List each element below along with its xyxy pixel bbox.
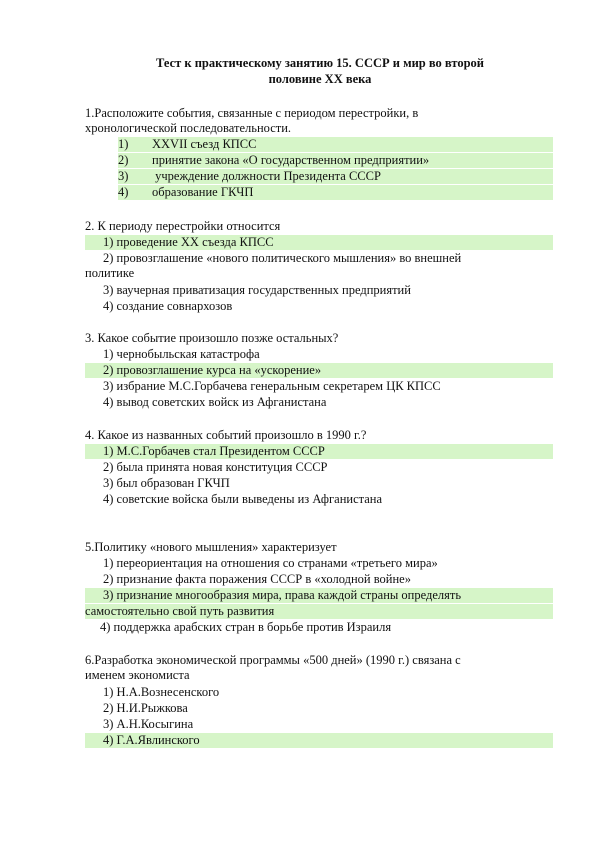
- q2-option-2: 2) провозглашение «нового политического мышления» во внешней: [103, 251, 462, 265]
- q1-option-3-text: учреждение должности Президента СССР: [152, 169, 381, 183]
- q1-text-line-1: 1.Расположите события, связанные с периодом перестройки, в: [85, 106, 419, 120]
- q6-option-4: 4) Г.А.Явлинского: [85, 733, 553, 748]
- q3-option-3: 3) избрание М.С.Горбачева генеральным секретарем ЦК КПСС: [103, 379, 441, 393]
- q5-option-1: 1) переориентация на отношения со странами «третьего мира»: [103, 556, 438, 570]
- q4-text: 4. Какое из названных событий произошло в 1990 г.?: [85, 428, 367, 442]
- q1-option-2: [118, 153, 553, 168]
- q1-option-2-text: принятие закона «О государственном предприятии»: [152, 153, 430, 167]
- q1-option-1-num: 1): [118, 137, 129, 151]
- q2-option-3: 3) ваучерная приватизация государственных предприятий: [103, 283, 411, 297]
- q6-option-2: 2) Н.И.Рыжкова: [103, 701, 188, 715]
- q4-option-2: 2) была принята новая конституция СССР: [103, 460, 328, 474]
- q4-option-3: 3) был образован ГКЧП: [103, 476, 230, 490]
- q2-option-1: 1) проведение XX съезда КПСС: [85, 235, 553, 250]
- page-title: [85, 55, 555, 87]
- q4-option-1: 1) М.С.Горбачев стал Президентом СССР: [85, 444, 553, 459]
- title-line-1: Тест к практическому занятию 15. СССР и мир во второй: [156, 56, 484, 70]
- q4-option-4: 4) советские войска были выведены из Афганистана: [103, 492, 383, 506]
- q3-option-1: 1) чернобыльская катастрофа: [103, 347, 260, 361]
- q5-text: 5.Политику «нового мышления» характеризует: [85, 540, 337, 554]
- q1-option-1: [118, 137, 553, 152]
- title-line-2: половине XX века: [268, 72, 372, 86]
- q1-option-4: [118, 185, 553, 200]
- q3-option-2: 2) провозглашение курса на «ускорение»: [85, 363, 553, 378]
- q1-option-4-num: 4): [118, 185, 129, 199]
- q2-option-2-cont: политике: [85, 266, 135, 280]
- q5-option-3: 3) признание многообразия мира, права каждой страны определять: [85, 588, 553, 603]
- q6-option-3: 3) А.Н.Косыгина: [103, 717, 194, 731]
- q1-option-3: [118, 169, 553, 184]
- q2-option-4: 4) создание совнархозов: [103, 299, 233, 313]
- q5-option-4: 4) поддержка арабских стран в борьбе против Израиля: [100, 620, 392, 634]
- q1-option-4-text: образование ГКЧП: [152, 185, 254, 199]
- q3-text: 3. Какое событие произошло позже остальных?: [85, 331, 339, 345]
- q5-option-2: 2) признание факта поражения СССР в «холодной войне»: [103, 572, 411, 586]
- q3-option-4: 4) вывод советских войск из Афганистана: [103, 395, 327, 409]
- q6-text-line-1: 6.Разработка экономической программы «500 дней» (1990 г.) связана с: [85, 653, 461, 667]
- q1-option-3-num: 3): [118, 169, 129, 183]
- q6-text-line-2: именем экономиста: [85, 668, 190, 682]
- q5-option-3-cont: самостоятельно свой путь развития: [85, 604, 553, 619]
- q1-option-2-num: 2): [118, 153, 129, 167]
- q1-option-1-text: XXVII съезд КПСС: [152, 137, 257, 151]
- q1-text-line-2: хронологической последовательности.: [85, 121, 292, 135]
- q6-option-1: 1) Н.А.Вознесенского: [103, 685, 220, 699]
- q2-text: 2. К периоду перестройки относится: [85, 219, 281, 233]
